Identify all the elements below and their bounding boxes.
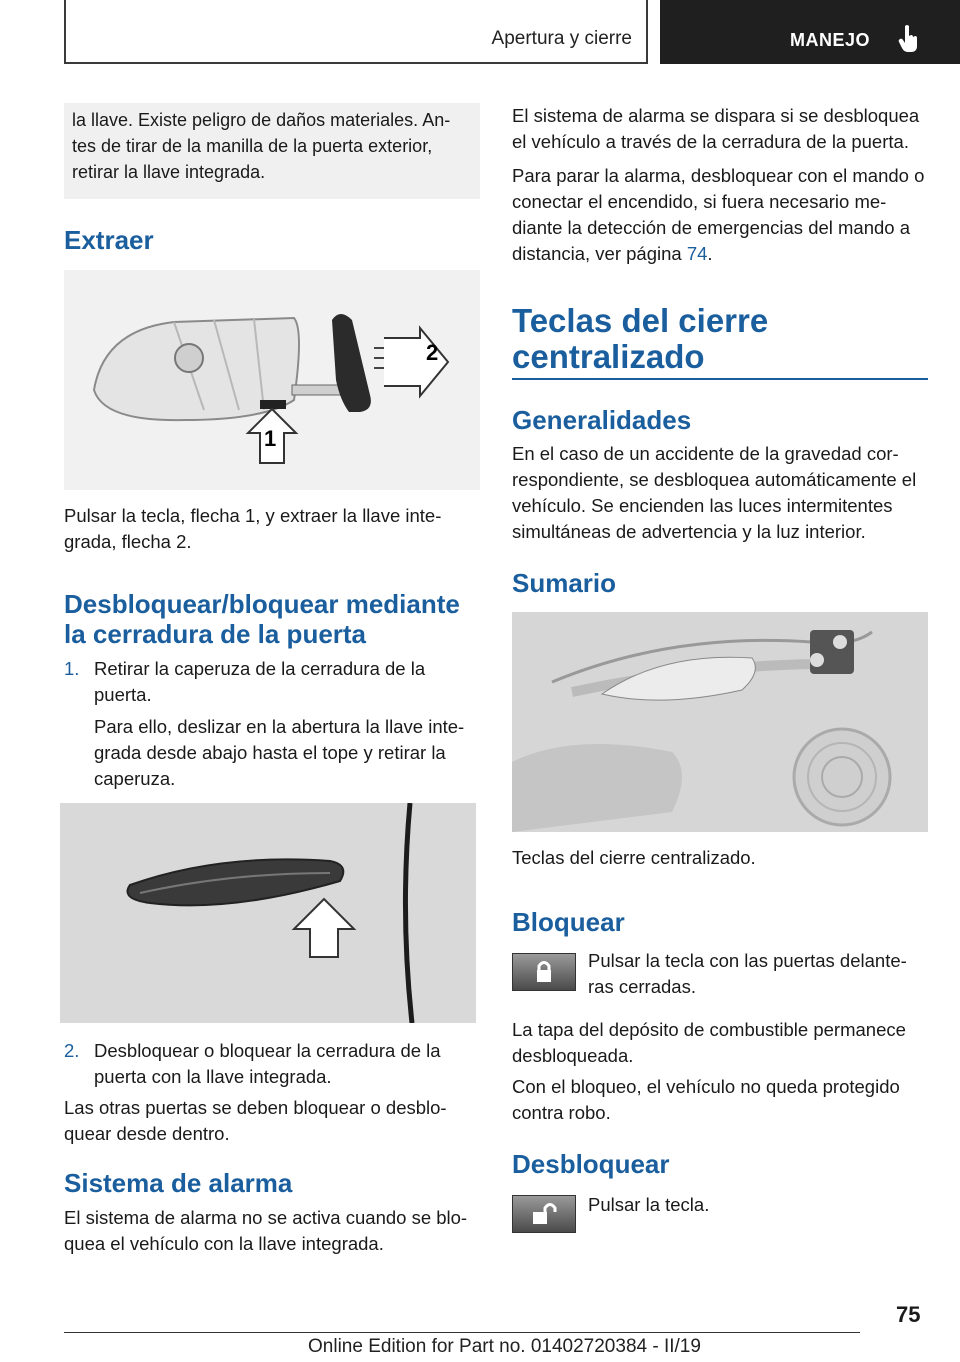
alarma-paragraph-2-end: . bbox=[707, 243, 713, 264]
footer-divider bbox=[64, 1332, 860, 1333]
header-section-box bbox=[64, 0, 648, 64]
generalidades-heading: Generalidades bbox=[512, 405, 692, 435]
bloquear-text: Pulsar la tecla con las puertas delante‐ras cerradas. bbox=[588, 950, 907, 997]
robo-text: Con el bloqueo, el vehículo no queda protegido contra robo. bbox=[512, 1076, 900, 1123]
heading-divider bbox=[512, 378, 928, 380]
unlock-icon bbox=[513, 1196, 575, 1232]
sumario-caption: Teclas del cierre centralizado. bbox=[512, 847, 756, 868]
warning-note-box bbox=[64, 103, 480, 199]
unlock-button-icon bbox=[512, 1195, 576, 1233]
hand-pointer-icon bbox=[898, 24, 920, 54]
edition-text: Online Edition for Part no. 01402720384 - II/19 bbox=[308, 1336, 701, 1357]
figure-label-2: 2 bbox=[426, 340, 439, 365]
chapter-tab[interactable] bbox=[660, 0, 960, 64]
lock-button-icon bbox=[512, 953, 576, 991]
list-item-step-1 bbox=[64, 656, 480, 792]
bloquear-heading: Bloquear bbox=[512, 907, 625, 937]
desbloquear-cerradura-heading-line1: Desbloquear/bloquear mediante bbox=[64, 589, 460, 619]
otras-puertas-text: Las otras puertas se deben bloquear o desblo‐quear desde dentro. bbox=[64, 1097, 447, 1144]
page-reference-link[interactable]: 74 bbox=[686, 243, 708, 264]
desbloquear-heading: Desbloquear bbox=[512, 1149, 670, 1179]
list-item-step-2 bbox=[64, 1038, 480, 1090]
step-2-text: Desbloquear o bloquear la cerradura de la puerta con la llave integrada. bbox=[94, 1040, 441, 1087]
page-number: 75 bbox=[896, 1302, 921, 1327]
tapa-deposito-text: La tapa del depósito de combustible permanece desbloqueada. bbox=[512, 1019, 906, 1066]
header-section-title: Apertura y cierre bbox=[491, 28, 632, 49]
sistema-alarma-heading: Sistema de alarma bbox=[64, 1168, 293, 1198]
alarma-paragraph-2 bbox=[512, 163, 928, 267]
teclas-heading-line1: Teclas del cierre bbox=[512, 302, 769, 339]
sistema-alarma-text: El sistema de alarma no se activa cuando se blo‐quea el vehículo con la llave integrada. bbox=[64, 1207, 468, 1254]
figure-label-1: 1 bbox=[264, 426, 277, 451]
figure-door-handle bbox=[60, 803, 476, 1023]
desbloquear-cerradura-heading-line2: la cerradura de la puerta bbox=[64, 619, 367, 649]
extraer-text: Pulsar la tecla, flecha 1, y extraer la llave inte‐grada, flecha 2. bbox=[64, 505, 442, 552]
teclas-heading-line2: centralizado bbox=[512, 338, 705, 375]
door-handle-illustration bbox=[60, 803, 476, 1023]
door-panel-illustration bbox=[512, 612, 928, 832]
extraer-heading: Extraer bbox=[64, 225, 154, 255]
figure-door-panel bbox=[512, 612, 928, 832]
step-1-number: 1. bbox=[64, 658, 80, 679]
lock-icon bbox=[513, 954, 575, 990]
desbloquear-text: Pulsar la tecla. bbox=[588, 1194, 710, 1215]
step-2-number: 2. bbox=[64, 1040, 80, 1061]
generalidades-text: En el caso de un accidente de la gravedad cor‐respondiente, se desbloquea automáticamente el vehículo. Se encienden las luces intermitentes simultáneas de advertencia y la luz interior. bbox=[512, 443, 917, 542]
alarma-paragraph-2-text: Para parar la alarma, desbloquear con el mando o conectar el encendido, si fuera necesario me‐diante la detección de emergencias del mando a distancia, ver página bbox=[512, 165, 925, 264]
key-fob-illustration bbox=[64, 270, 480, 490]
chapter-tab-label: MANEJO bbox=[790, 30, 871, 50]
sumario-heading: Sumario bbox=[512, 568, 617, 598]
figure-key-extraction bbox=[64, 270, 480, 490]
warning-note-text: la llave. Existe peligro de daños materiales. An‐tes de tirar de la manilla de la puerta exterior, retirar la llave integrada. bbox=[72, 110, 451, 182]
alarma-paragraph-1: El sistema de alarma se dispara si se desbloquea el vehículo a través de la cerradura de la puerta. bbox=[512, 105, 920, 152]
step-1-text: Retirar la caperuza de la cerradura de la puerta. bbox=[94, 658, 426, 705]
step-1-subtext: Para ello, deslizar en la abertura la llave inte‐grada desde abajo hasta el tope y retirar la caperuza. bbox=[94, 716, 465, 789]
